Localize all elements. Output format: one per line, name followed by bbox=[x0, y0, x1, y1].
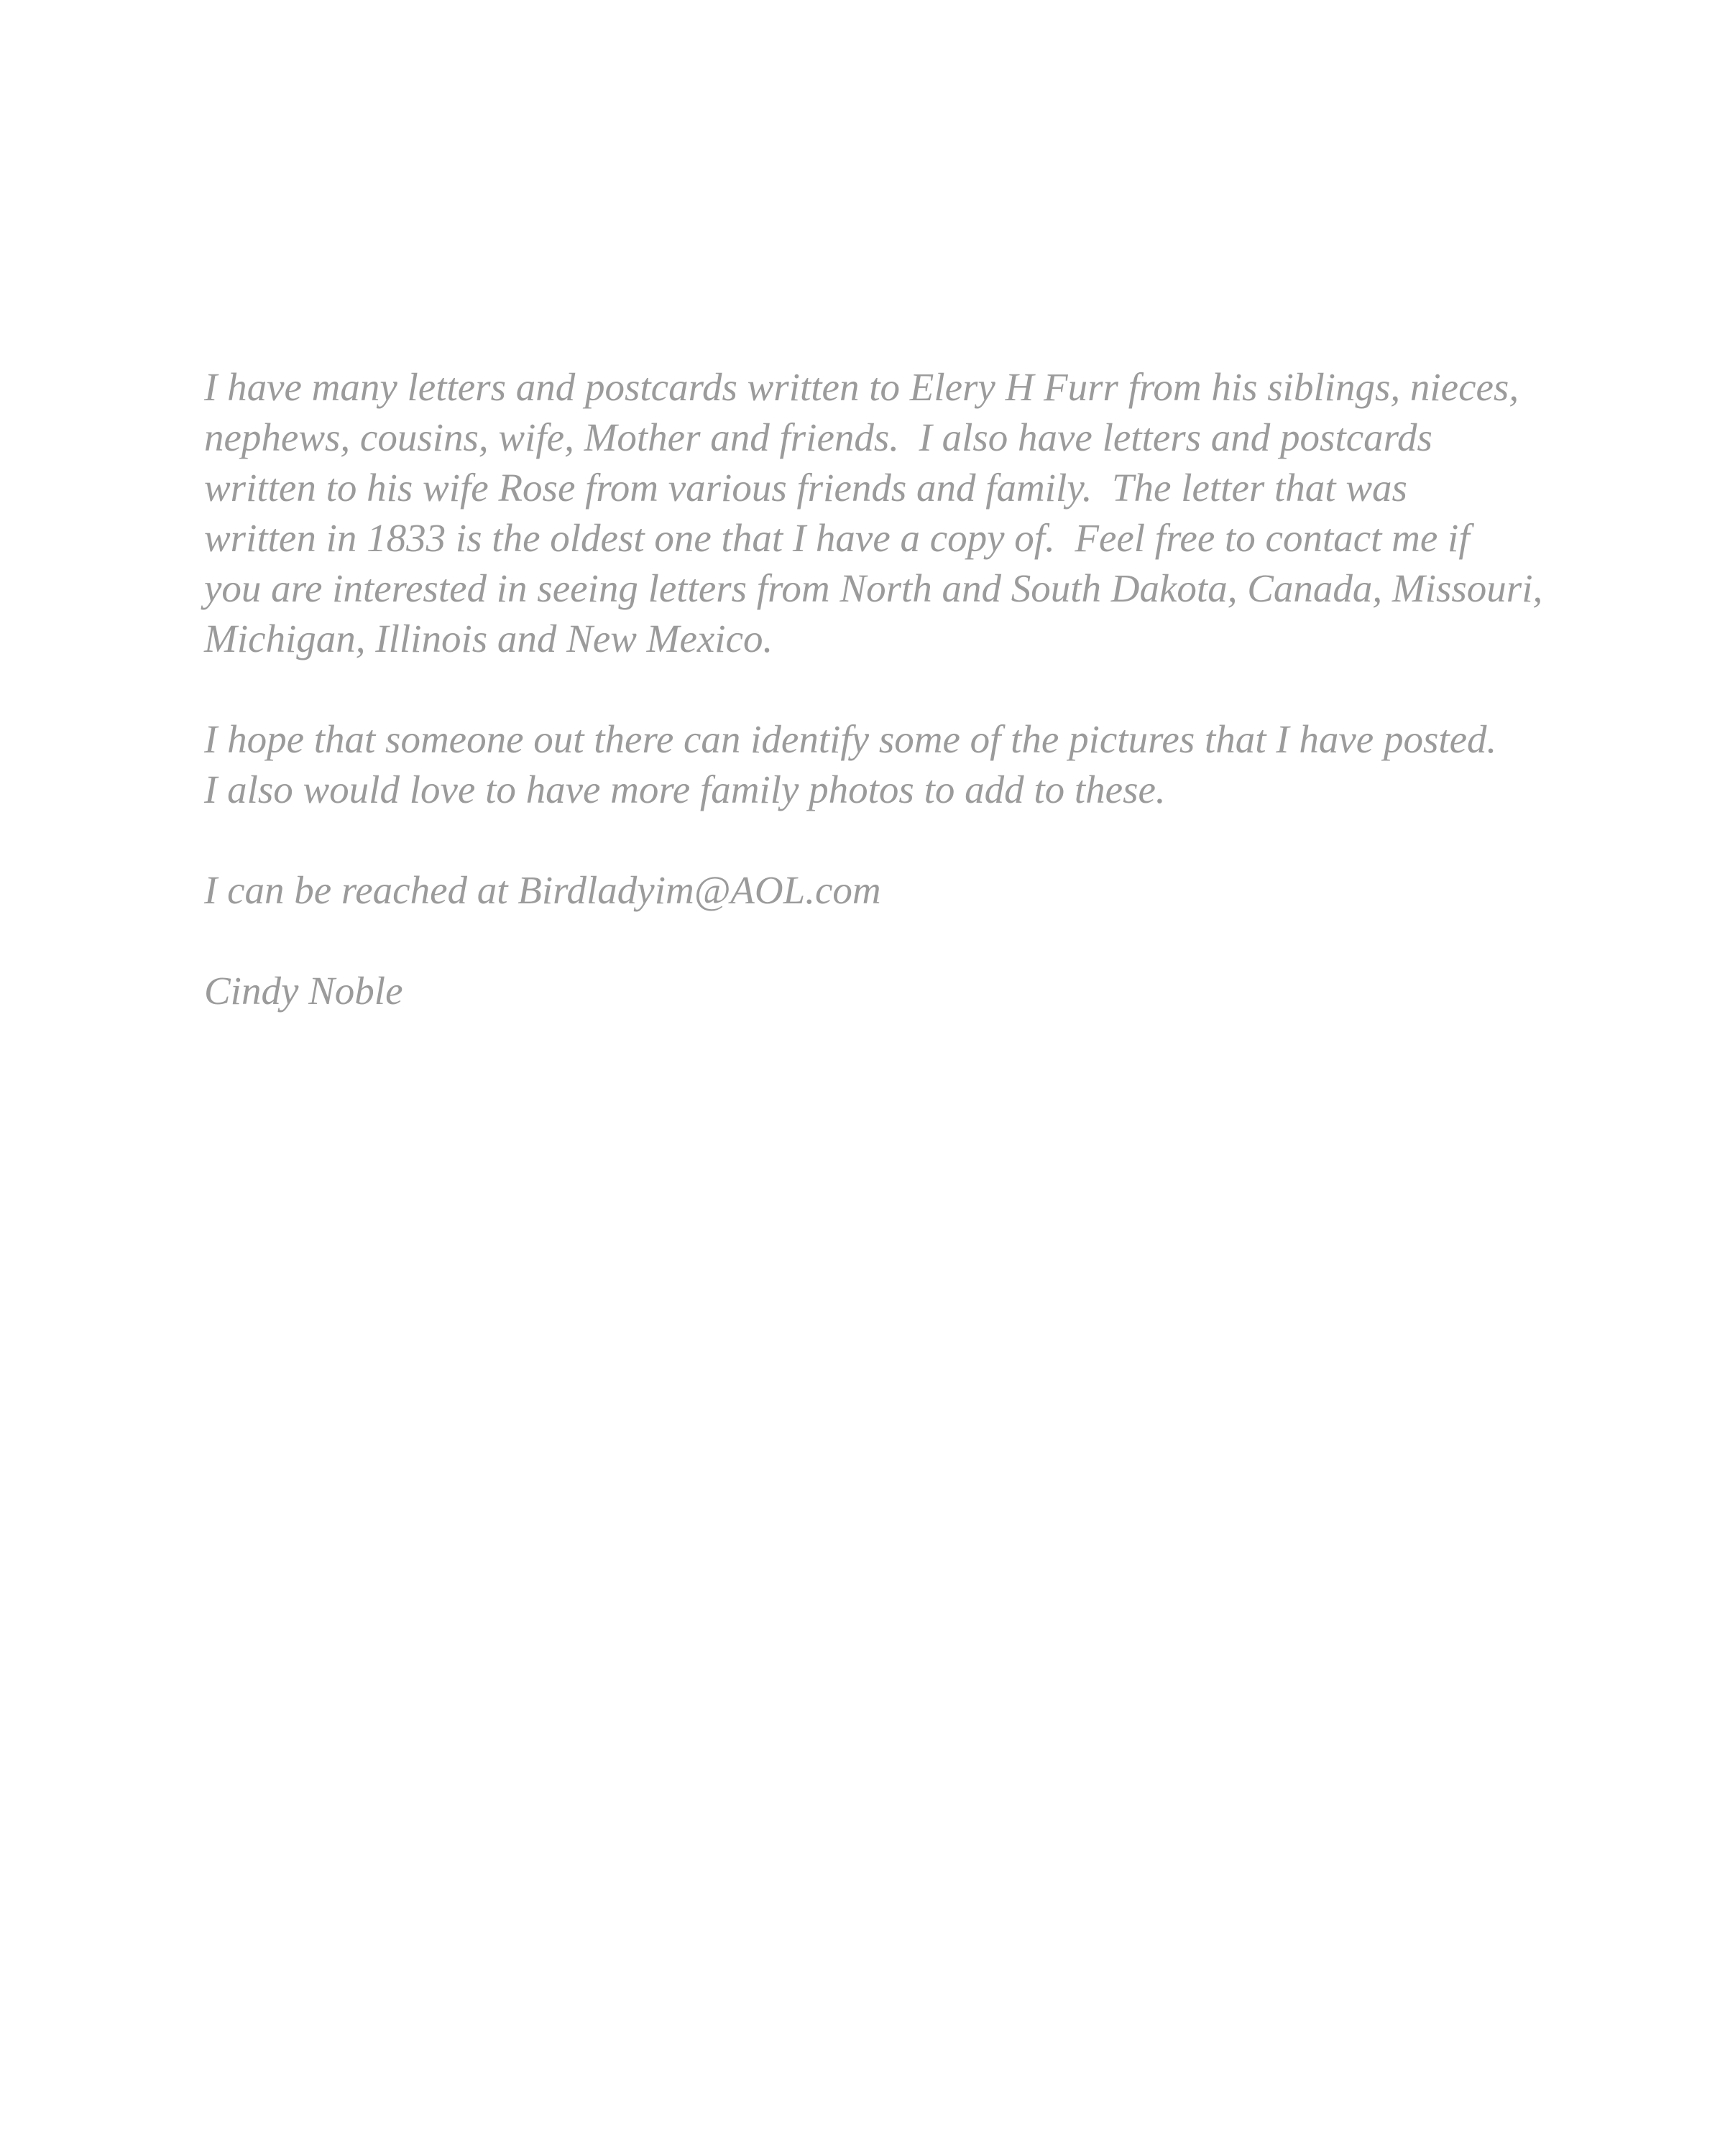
paragraph-line: written to his wife Rose from various friends and family. The letter that was bbox=[204, 466, 1407, 510]
paragraph-spacer bbox=[204, 916, 1685, 966]
paragraph-line: written in 1833 is the oldest one that I have a copy of. Feel free to contact me if bbox=[204, 516, 1470, 560]
paragraph-line: I hope that someone out there can identify some of the pictures that I have posted. bbox=[204, 717, 1497, 761]
paragraph-line: I also would love to have more family photos to add to these. bbox=[204, 768, 1166, 811]
paragraph-line: Michigan, Illinois and New Mexico. bbox=[204, 617, 773, 660]
contact-line: I can be reached at Birdladyim@AOL.com bbox=[204, 868, 881, 912]
paragraph-line: I have many letters and postcards written to Elery H Furr from his siblings, nieces, bbox=[204, 365, 1519, 409]
paragraph-pictures-request bbox=[204, 714, 1685, 815]
paragraph-line: nephews, cousins, wife, Mother and friends. I also have letters and postcards bbox=[204, 415, 1432, 459]
letter-body bbox=[204, 362, 1685, 1016]
paragraph-line: you are interested in seeing letters from North and South Dakota, Canada, Missouri, bbox=[204, 566, 1543, 610]
signature-name: Cindy Noble bbox=[204, 969, 403, 1013]
paragraph-spacer bbox=[204, 664, 1685, 714]
paragraph-letters-collection bbox=[204, 362, 1685, 664]
paragraph-spacer bbox=[204, 815, 1685, 865]
